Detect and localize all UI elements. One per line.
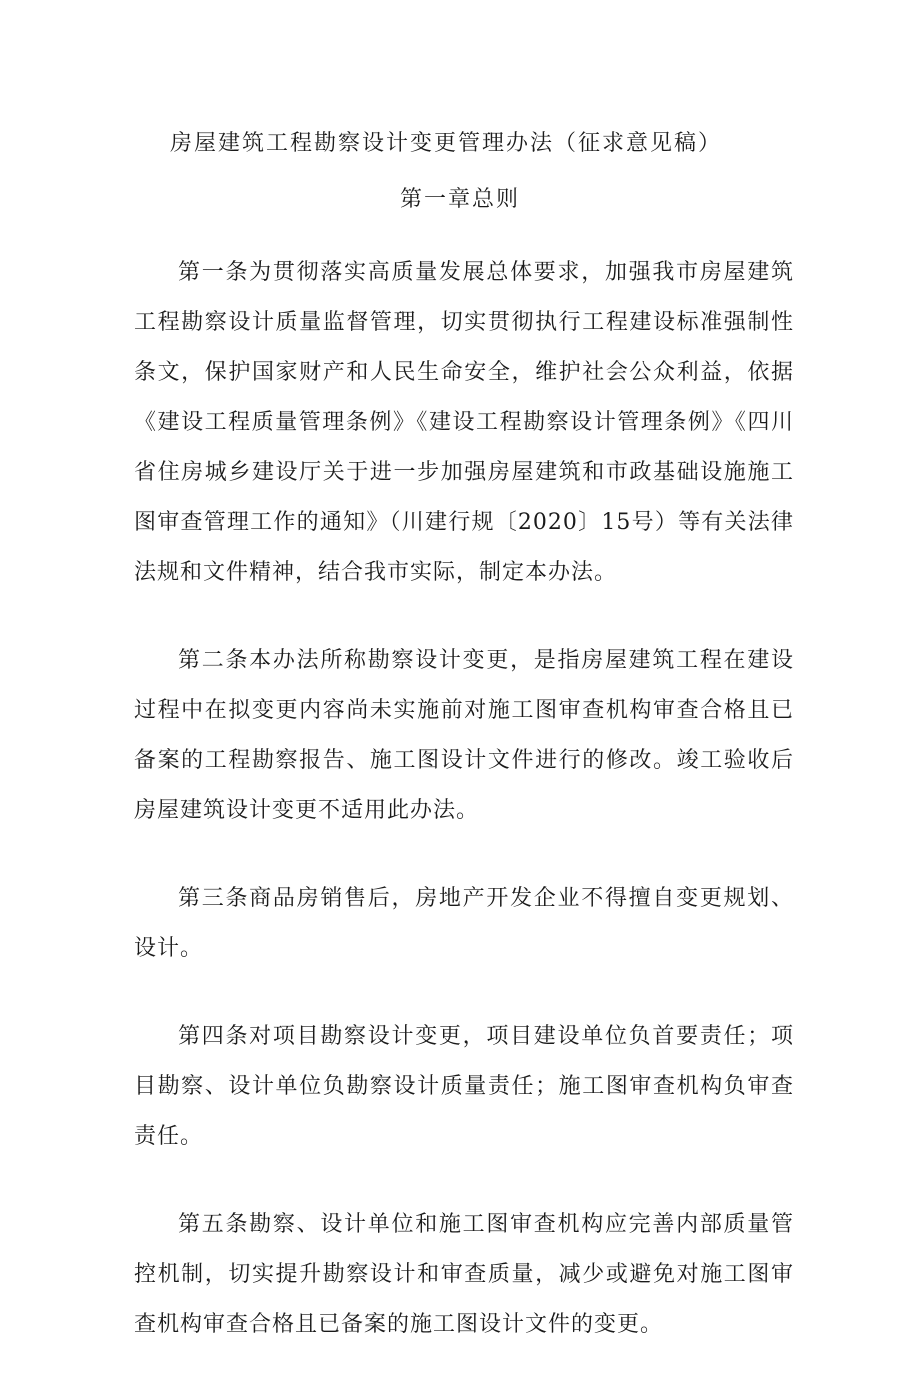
- chapter-heading: 第一章总则: [399, 187, 520, 212]
- article-2: 第二条本办法所称勘察设计变更，是指房屋建筑工程在建设过程中在拟变更内容尚未实施前对施工图审查机构审查合格且已备案的工程勘察报告、施工图设计文件进行的修改。竣工验收后房屋建筑设计变更不适用此办法。: [134, 648, 794, 823]
- article-1: 第一条为贯彻落实高质量发展总体要求，加强我市房屋建筑工程勘察设计质量监督管理，切实贯彻执行工程建设标准强制性条文，保护国家财产和人民生命安全，维护社会公众利益，依据《建设工程质量管理条例》《建设工程勘察设计管理条例》《四川省住房城乡建设厅关于进一步加强房屋建筑和市政基础设施施工图审查管理工作的通知》（川建行规〔2020〕15号）等有关法律法规和文件精神，结合我市实际，制定本办法。: [134, 260, 794, 585]
- document-title: 房屋建筑工程勘察设计变更管理办法（征求意见稿）: [170, 131, 723, 156]
- article-5: 第五条勘察、设计单位和施工图审查机构应完善内部质量管控机制，切实提升勘察设计和审查质量，减少或避免对施工图审查机构审查合格且已备案的施工图设计文件的变更。: [134, 1212, 794, 1337]
- article-3: 第三条商品房销售后，房地产开发企业不得擅自变更规划、设计。: [134, 886, 794, 961]
- article-4: 第四条对项目勘察设计变更，项目建设单位负首要责任；项目勘察、设计单位负勘察设计质量责任；施工图审查机构负审查责任。: [134, 1024, 794, 1149]
- document-body: [134, 248, 794, 1388]
